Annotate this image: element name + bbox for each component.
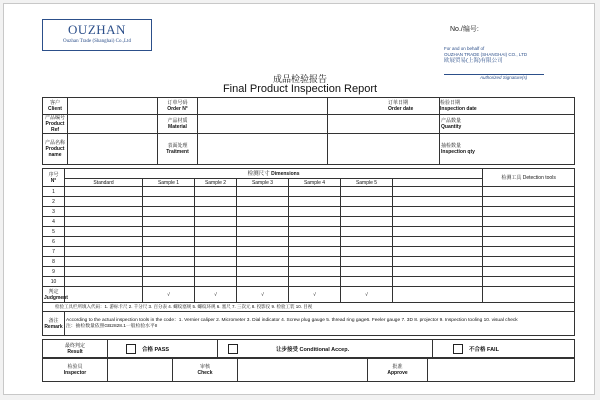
judgment-sample-5[interactable]: √ [341,287,393,303]
conditional-checkbox[interactable] [228,344,238,354]
conditional-option[interactable] [218,340,433,359]
stamp-company-cn: 欧展贸易(上海)有限公司 [444,58,503,64]
blank-cell[interactable] [393,227,483,237]
pass-checkbox[interactable] [126,344,136,354]
tools-code-row: 检验工具栏所填入代码：1. 游标卡尺 2. 千分尺 3. 百分表 4. 螺纹塞规 5. 螺纹环规 6. 塞尺 7. 三次元 8. 投影仪 9. 检验工装 10. 目视 [43,303,575,312]
dimension-row [43,207,575,217]
sample-2-cell[interactable] [195,227,237,237]
treatment-label: 表面处理 Traitment [158,134,198,165]
check-field[interactable] [238,358,368,382]
tools-cell[interactable] [483,267,575,277]
sample-1-cell[interactable] [143,207,195,217]
material-label: 产品材质 Material [158,115,198,134]
sample-5-cell[interactable] [341,217,393,227]
quantity-label: 产品数量 Quantity [440,115,575,134]
inspector-label: 检验员 Inspector [43,358,108,382]
blank-header [393,179,483,187]
judgment-sample-4[interactable]: √ [289,287,341,303]
tools-cell[interactable] [483,187,575,197]
sample-3-cell[interactable] [237,197,289,207]
standard-cell[interactable] [65,277,143,287]
sample-3-cell[interactable] [237,227,289,237]
standard-cell[interactable] [65,267,143,277]
remark-text-cn: 注：抽检数量依照GB2828.1一般检验水平II [66,323,158,329]
order-no-label: 订单号码 Order N° [158,98,198,115]
sample-3-cell[interactable] [237,207,289,217]
blank-cell[interactable] [393,267,483,277]
standard-cell[interactable] [65,247,143,257]
blank-cell [328,134,440,165]
stamp-company-en: OUZHAN TRADE (SHANGHAI) CO., LTD [444,52,528,57]
sample-1-cell[interactable] [143,257,195,267]
sample-2-cell[interactable] [195,257,237,267]
dimension-row [43,247,575,257]
sample-3-cell[interactable] [237,257,289,267]
sample-5-cell[interactable] [341,237,393,247]
product-ref-field[interactable] [68,115,158,134]
sample-1-cell[interactable] [143,227,195,237]
blank-cell[interactable] [393,257,483,267]
sample-header-2: Sample 2 [195,179,237,187]
order-date-label: 订单日期 Order date [328,98,440,115]
inspection-qty-label: 抽检数量 Inspection qty [440,134,575,165]
title-english: Final Product Inspection Report [222,83,378,95]
conditional-label: 让步接受 Conditional Accep. [276,346,350,353]
sample-header-5: Sample 5 [341,179,393,187]
fail-checkbox[interactable] [453,344,463,354]
client-label: 客户 Client [43,98,68,115]
dimensions-header: 检测尺寸 Dimensions [65,169,483,179]
sample-5-cell[interactable] [341,187,393,197]
judgment-sample-1[interactable]: √ [143,287,195,303]
sample-1-cell[interactable] [143,277,195,287]
logo-subtitle: Ouzhan Trade (Shanghai) Co.,Ltd [63,39,131,44]
tools-cell[interactable] [483,207,575,217]
inspector-field[interactable] [108,358,173,382]
tools-cell[interactable] [483,277,575,287]
dimension-row [43,187,575,197]
sample-3-cell[interactable] [237,267,289,277]
product-name-label: 产品名称 Product name [43,134,68,165]
dimension-row [43,217,575,227]
approve-label: 批准 Approve [368,358,428,382]
sample-4-cell[interactable] [289,257,341,267]
blank-cell[interactable] [393,187,483,197]
standard-cell[interactable] [65,197,143,207]
sample-header-1: Sample 1 [143,179,195,187]
tools-cell[interactable] [483,227,575,237]
fail-option[interactable] [433,340,575,359]
sample-header-3: Sample 3 [237,179,289,187]
sample-5-cell[interactable] [341,257,393,267]
logo-name: OUZHAN [68,22,126,37]
sample-1-cell[interactable] [143,247,195,257]
sample-3-cell[interactable] [237,217,289,227]
sample-1-cell[interactable] [143,267,195,277]
sample-5-cell[interactable] [341,267,393,277]
sample-4-cell[interactable] [289,267,341,277]
blank-cell[interactable] [393,237,483,247]
row-number: 9 [43,267,65,277]
sample-header-4: Sample 4 [289,179,341,187]
pass-option[interactable] [108,340,218,359]
remark-text [65,312,575,336]
row-number: 1 [43,187,65,197]
sample-2-cell[interactable] [195,277,237,287]
standard-cell[interactable] [65,257,143,267]
sample-2-cell[interactable] [195,187,237,197]
detection-tools-header: 检测工具 Detection tools [483,169,575,187]
sample-5-cell[interactable] [341,227,393,237]
standard-cell[interactable] [65,217,143,227]
order-no-field[interactable] [198,98,328,115]
blank-cell[interactable] [393,277,483,287]
standard-header: Standard [65,179,143,187]
standard-cell[interactable] [65,227,143,237]
sample-2-cell[interactable] [195,247,237,257]
sample-5-cell[interactable] [341,247,393,257]
result-table [42,339,575,359]
sample-4-cell[interactable] [289,247,341,257]
title-chinese: 成品检验报告 [272,74,327,84]
fail-label: 不合格 FAIL [469,346,499,353]
judgment-tools [483,287,575,303]
remark-label: 备注 Remark [43,312,65,336]
dimension-row [43,227,575,237]
standard-cell[interactable] [65,207,143,217]
sample-2-cell[interactable] [195,237,237,247]
stamp-for: For and on behalf of [444,46,485,51]
sample-4-cell[interactable] [289,197,341,207]
tools-cell[interactable] [483,237,575,247]
tools-cell[interactable] [483,197,575,207]
blank-cell[interactable] [393,197,483,207]
result-label: 最终判定 Result [43,340,108,359]
treatment-field[interactable] [198,134,328,165]
sample-5-cell[interactable] [341,277,393,287]
tools-cell[interactable] [483,217,575,227]
sample-5-cell[interactable] [341,197,393,207]
sample-4-cell[interactable] [289,207,341,217]
material-field[interactable] [198,115,328,134]
signoff-table [42,357,575,382]
product-name-field[interactable] [68,134,158,165]
standard-cell[interactable] [65,237,143,247]
row-number: 5 [43,227,65,237]
row-number: 10 [43,277,65,287]
pass-label: 合格 PASS [142,346,170,353]
judgment-label: 判定 Judgment [44,288,68,301]
blank-cell[interactable] [393,207,483,217]
dimension-row [43,237,575,247]
sample-2-cell[interactable] [195,217,237,227]
standard-cell[interactable] [65,187,143,197]
blank-cell[interactable] [393,217,483,227]
sample-1-cell[interactable] [143,187,195,197]
tools-cell[interactable] [483,257,575,267]
sample-1-cell[interactable] [143,217,195,227]
sample-2-cell[interactable] [195,197,237,207]
client-field[interactable] [68,98,158,115]
sample-4-cell[interactable] [289,237,341,247]
dimension-row [43,267,575,277]
check-label: 审核 Check [173,358,238,382]
judgment-sample-3[interactable]: √ [237,287,289,303]
sample-3-cell[interactable] [237,247,289,257]
inspection-date-label: 检验日期 Inspection date [440,98,575,115]
product-ref-label: 产品编号 Product Ref [43,115,68,134]
sample-2-cell[interactable] [195,267,237,277]
sample-4-cell[interactable] [289,227,341,237]
row-number: 7 [43,247,65,257]
sample-3-cell[interactable] [237,237,289,247]
row-number: 4 [43,217,65,227]
judgment-blank [393,287,483,303]
sample-5-cell[interactable] [341,207,393,217]
approve-field[interactable] [428,358,575,382]
judgment-sample-2[interactable]: √ [195,287,237,303]
stamp-signature: Authorized Signature(s) [480,75,528,80]
sample-2-cell[interactable] [195,207,237,217]
row-number: 8 [43,257,65,267]
dimension-rows [43,187,575,287]
sample-1-cell[interactable] [143,197,195,207]
sample-3-cell[interactable] [237,187,289,197]
blank-cell[interactable] [393,247,483,257]
dimension-row [43,277,575,287]
sample-4-cell[interactable] [289,277,341,287]
sample-4-cell[interactable] [289,187,341,197]
remark-text-en: According to the actual inspection tools in the code：1. Vernier caliper 2. Micrometer 3. Dial indicator 4. Screw plug gauge 5. thread ring gage6. Feeler gauge 7. 3D 8. projector 9. Inspection tooling 10. visual check [66,317,518,323]
dimension-row [43,197,575,207]
report-sheet [3,3,595,395]
row-number: 6 [43,237,65,247]
dimension-row [43,257,575,267]
company-logo [42,19,152,51]
sample-1-cell[interactable] [143,237,195,247]
tools-cell[interactable] [483,247,575,257]
row-number: 3 [43,207,65,217]
sample-4-cell[interactable] [289,217,341,227]
sample-3-cell[interactable] [237,277,289,287]
blank-cell [328,115,440,134]
info-table [42,97,575,165]
dimensions-table [42,168,575,336]
report-number-label: No./编号: [450,26,479,33]
row-number: 2 [43,197,65,207]
judgment-standard[interactable] [65,287,143,303]
row-number-header: 序号 N° [43,169,65,187]
